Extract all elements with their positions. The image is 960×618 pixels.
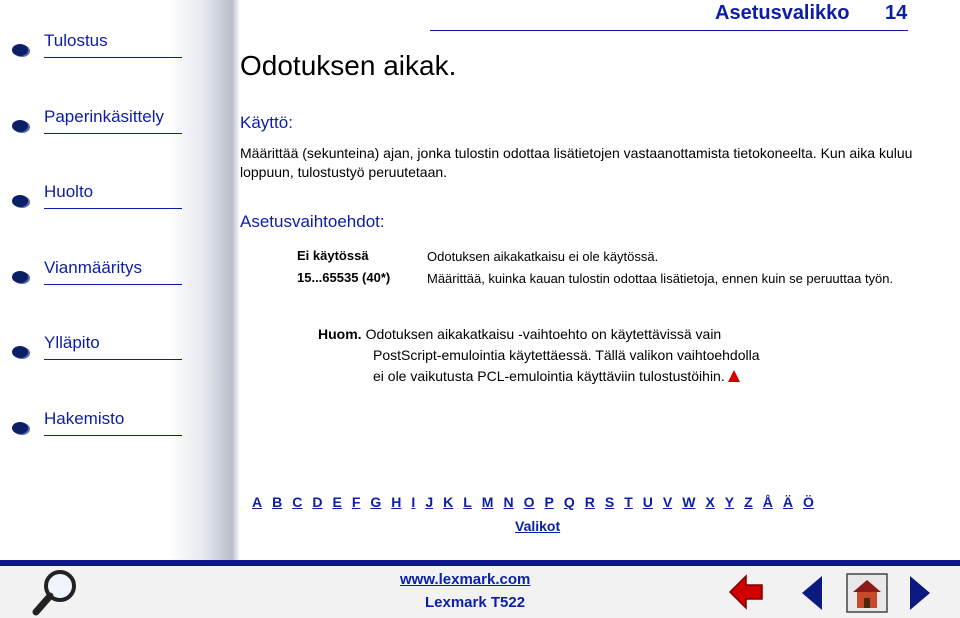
note-label: Huom. (318, 326, 362, 342)
nav-item-hakemisto[interactable] (12, 409, 182, 441)
alphabet-link-5[interactable]: F (351, 494, 361, 510)
menus-link[interactable]: Valikot (515, 518, 561, 534)
website-link[interactable]: www.lexmark.com (400, 571, 531, 588)
alphabet-link-2[interactable]: C (292, 494, 303, 510)
bullet-icon (12, 422, 28, 434)
options-heading: Asetusvaihtoehdot: (240, 212, 385, 231)
alphabet-link-23[interactable]: X (705, 494, 715, 510)
nav-item-huolto[interactable] (12, 182, 182, 214)
previous-page-icon[interactable] (800, 574, 824, 612)
alphabet-link-19[interactable]: T (624, 494, 633, 510)
nav-divider (44, 284, 182, 285)
nav-item-label: Hakemisto (44, 409, 125, 428)
alphabet-link-6[interactable]: G (370, 494, 382, 510)
alphabet-link-27[interactable]: Ä (782, 494, 793, 510)
bullet-icon (12, 195, 28, 207)
option-key: 15...65535 (40*) (297, 270, 391, 285)
alphabet-link-11[interactable]: L (463, 494, 472, 510)
alphabet-link-16[interactable]: Q (563, 494, 575, 510)
up-arrow-icon[interactable] (728, 370, 740, 382)
alphabet-link-3[interactable]: D (312, 494, 323, 510)
nav-item-label: Tulostus (44, 31, 108, 50)
alphabet-link-24[interactable]: Y (724, 494, 735, 510)
option-key: Ei käytössä (297, 248, 369, 263)
note-text-line-last (318, 366, 878, 387)
nav-item-label: Huolto (44, 182, 94, 201)
bullet-icon (12, 44, 28, 56)
alphabet-link-28[interactable]: Ö (802, 494, 814, 510)
header-title[interactable]: Asetusvalikko (715, 2, 850, 24)
alphabet-link-21[interactable]: V (662, 494, 673, 510)
page-title: Odotuksen aikak. (240, 50, 457, 81)
option-description: Määrittää, kuinka kauan tulostin odottaa lisätietoja, ennen kuin se peruuttaa työn. (427, 271, 894, 286)
nav-item-vianmaaritys[interactable] (12, 258, 182, 290)
alphabet-link-9[interactable]: J (425, 494, 434, 510)
nav-item-label: Ylläpito (44, 333, 100, 352)
back-arrow-icon[interactable] (728, 572, 764, 612)
nav-divider (44, 57, 182, 58)
next-page-icon[interactable] (908, 574, 932, 612)
header-rule (430, 30, 908, 31)
page-number: 14 (885, 2, 908, 24)
alphabet-link-14[interactable]: O (523, 494, 535, 510)
nav-item-label: Paperinkäsittely (44, 107, 165, 126)
alphabet-link-8[interactable]: I (411, 494, 416, 510)
alphabet-link-20[interactable]: U (642, 494, 653, 510)
alphabet-link-26[interactable]: Å (762, 494, 773, 510)
note-text-line: Odotuksen aikakatkaisu -vaihtoehto on käytettävissä vain (365, 326, 722, 342)
footer-band (0, 560, 960, 566)
bullet-icon (12, 271, 28, 283)
alphabet-link-18[interactable]: S (604, 494, 615, 510)
alphabet-link-12[interactable]: M (481, 494, 494, 510)
option-description: Odotuksen aikakatkaisu ei ole käytössä. (427, 249, 659, 264)
alphabet-link-1[interactable]: B (272, 494, 283, 510)
nav-item-yllapito[interactable] (12, 333, 182, 365)
alphabet-link-25[interactable]: Z (744, 494, 753, 510)
usage-text: Määrittää (sekunteina) ajan, jonka tulostin odottaa lisätietojen vastaanottamista tietokoneelta. Kun aika kuluu loppuun, tulostustyö peruutetaan. (240, 145, 913, 180)
nav-divider (44, 133, 182, 134)
bullet-icon (12, 346, 28, 358)
note (318, 324, 878, 387)
note-text-line: PostScript-emulointia käytettäessä. Tällä valikon vaihtoehdolla (373, 347, 760, 363)
alphabet-link-10[interactable]: K (443, 494, 454, 510)
nav-item-paperinkasittely[interactable] (12, 107, 182, 139)
usage-heading: Käyttö: (240, 113, 293, 132)
nav-divider (44, 359, 182, 360)
alphabet-link-17[interactable]: R (584, 494, 595, 510)
alphabet-index (252, 494, 902, 510)
alphabet-link-13[interactable]: N (503, 494, 514, 510)
note-text-line: ei ole vaikutusta PCL-emulointia käyttäviin tulostustöihin. (373, 368, 725, 384)
nav-divider (44, 435, 182, 436)
search-icon[interactable] (30, 568, 84, 616)
alphabet-link-0[interactable]: A (252, 494, 263, 510)
nav-divider (44, 208, 182, 209)
home-icon[interactable] (845, 572, 889, 614)
alphabet-link-4[interactable]: E (332, 494, 342, 510)
bullet-icon (12, 120, 28, 132)
printer-model: Lexmark T522 (425, 594, 526, 611)
alphabet-link-15[interactable]: P (544, 494, 554, 510)
alphabet-link-22[interactable]: W (682, 494, 696, 510)
alphabet-link-7[interactable]: H (391, 494, 402, 510)
nav-item-tulostus[interactable] (12, 31, 182, 63)
nav-item-label: Vianmääritys (44, 258, 142, 277)
